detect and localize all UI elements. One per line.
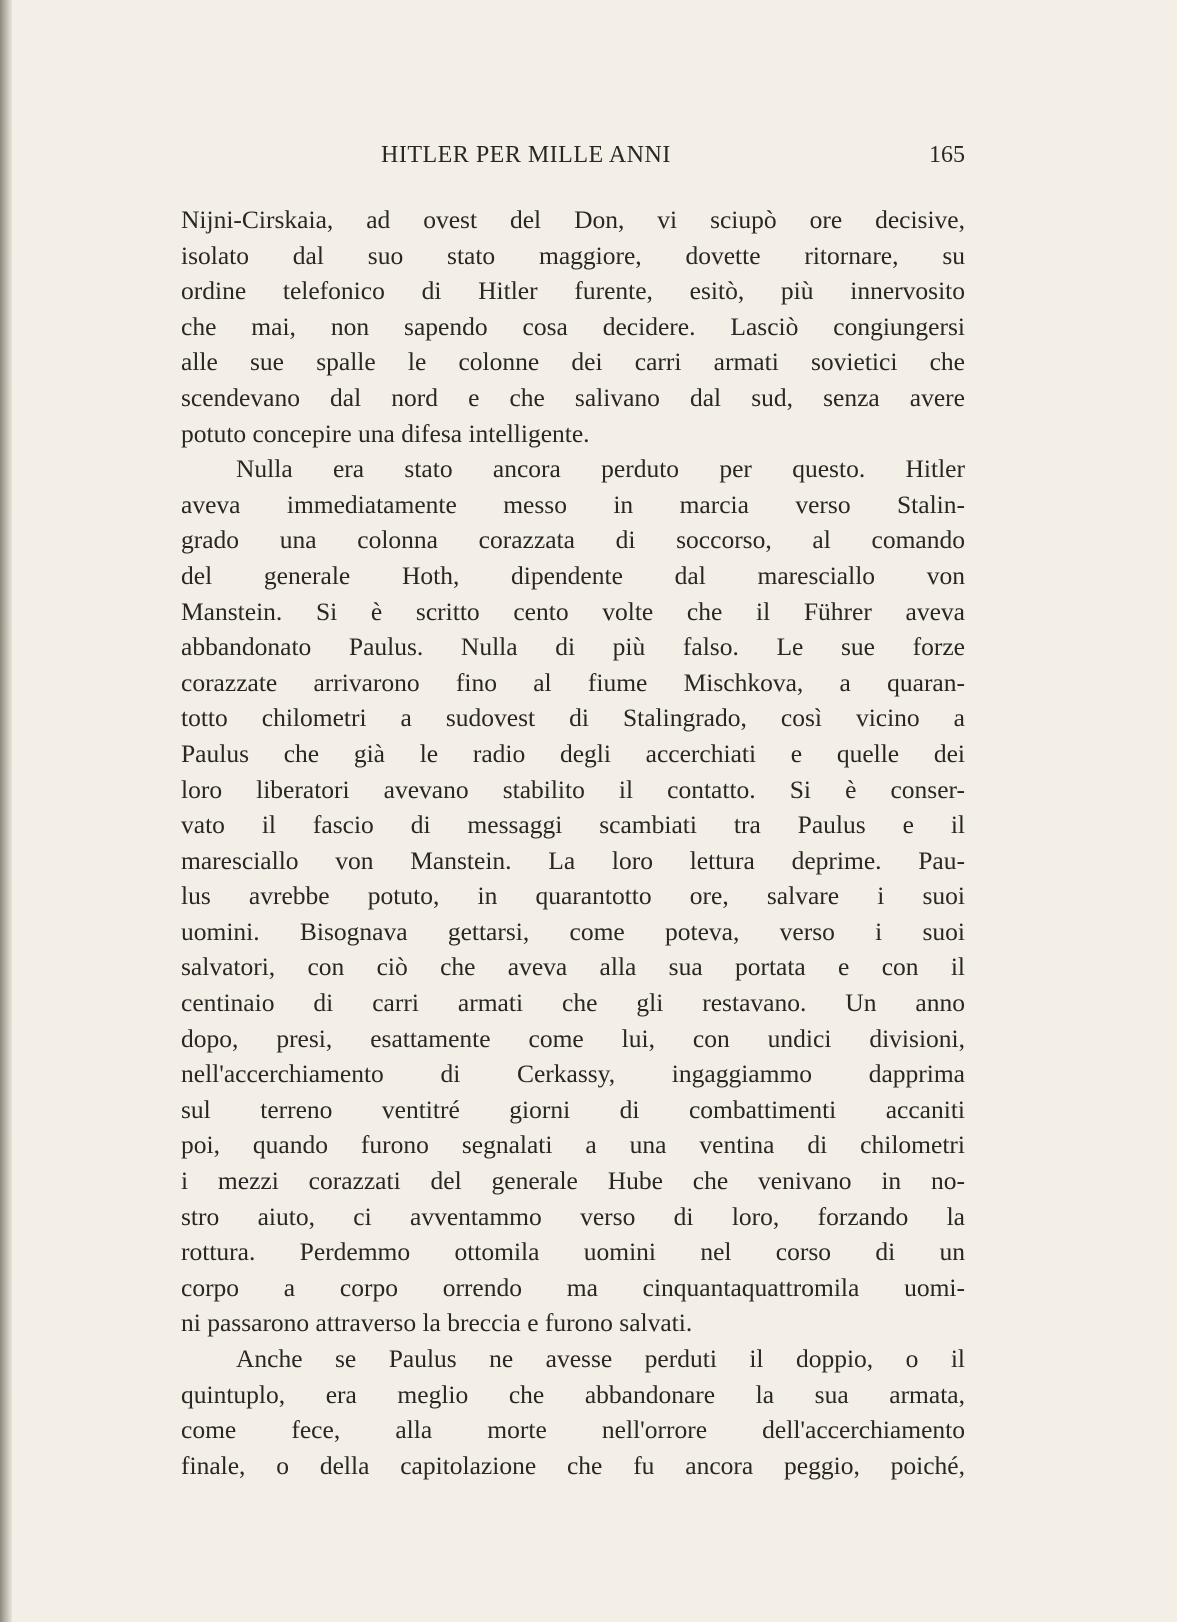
- text-line: maresciallo von Manstein. La loro lettura deprime. Pau-: [181, 845, 965, 875]
- text-line: ni passarono attraverso la breccia e furono salvati.: [181, 1308, 693, 1338]
- text-line: del generale Hoth, dipendente dal maresciallo von: [181, 560, 965, 590]
- text-line: grado una colonna corazzata di soccorso, al comando: [181, 525, 965, 555]
- text-line: aveva immediatamente messo in marcia verso Stalin-: [181, 489, 965, 519]
- text-line: come fece, alla morte nell'orrore dell'accerchiamento: [181, 1415, 965, 1445]
- text-line: finale, o della capitolazione che fu ancora peggio, poiché,: [181, 1450, 965, 1480]
- page-header: [181, 142, 965, 182]
- text-line: che mai, non sapendo cosa decidere. Lasciò congiungersi: [181, 311, 965, 341]
- running-title: HITLER PER MILLE ANNI: [381, 142, 671, 168]
- text-line: salvatori, con ciò che aveva alla sua portata e con il: [181, 952, 965, 982]
- text-line: rottura. Perdemmo ottomila uomini nel corso di un: [181, 1237, 965, 1267]
- text-line: quintuplo, era meglio che abbandonare la sua armata,: [181, 1379, 965, 1409]
- page-binding-edge: [0, 0, 12, 1622]
- text-line: Nijni-Cirskaia, ad ovest del Don, vi sciupò ore decisive,: [181, 205, 965, 234]
- text-line: potuto concepire una difesa intelligente.: [181, 418, 590, 448]
- text-line: Anche se Paulus ne avesse perduti il doppio, o il: [236, 1344, 965, 1373]
- body-text: [181, 202, 965, 1483]
- text-line: poi, quando furono segnalati a una ventina di chilometri: [181, 1130, 965, 1160]
- text-line: dopo, presi, esattamente come lui, con undici divisioni,: [181, 1023, 965, 1053]
- text-line: Manstein. Si è scritto cento volte che il Führer aveva: [181, 596, 965, 626]
- text-line: vato il fascio di messaggi scambiati tra Paulus e il: [181, 810, 965, 840]
- text-line: nell'accerchiamento di Cerkassy, ingaggiammo dapprima: [181, 1059, 965, 1089]
- text-line: Paulus che già le radio degli accerchiati e quelle dei: [181, 738, 965, 768]
- text-line: i mezzi corazzati del generale Hube che venivano in no-: [181, 1166, 965, 1196]
- text-line: Nulla era stato ancora perduto per questo. Hitler: [236, 454, 965, 484]
- text-line: corazzate arrivarono fino al fiume Mischkova, a quaran-: [181, 667, 965, 697]
- text-line: corpo a corpo orrendo ma cinquantaquattromila uomi-: [181, 1272, 965, 1302]
- page-number: 165: [929, 142, 965, 168]
- text-line: isolato dal suo stato maggiore, dovette ritornare, su: [181, 240, 965, 270]
- text-line: sul terreno ventitré giorni di combattimenti accaniti: [181, 1094, 965, 1124]
- text-line: ordine telefonico di Hitler furente, esitò, più innervosito: [181, 276, 965, 306]
- text-line: centinaio di carri armati che gli restavano. Un anno: [181, 988, 965, 1018]
- text-line: stro aiuto, ci avventammo verso di loro, forzando la: [181, 1201, 965, 1231]
- text-line: uomini. Bisognava gettarsi, come poteva, verso i suoi: [181, 916, 965, 946]
- text-line: scendevano dal nord e che salivano dal sud, senza avere: [181, 382, 965, 412]
- text-line: loro liberatori avevano stabilito il contatto. Si è conser-: [181, 774, 965, 804]
- text-line: abbandonato Paulus. Nulla di più falso. Le sue forze: [181, 632, 965, 662]
- text-line: alle sue spalle le colonne dei carri armati sovietici che: [181, 347, 965, 377]
- text-line: totto chilometri a sudovest di Stalingrado, così vicino a: [181, 703, 965, 733]
- text-line: lus avrebbe potuto, in quarantotto ore, salvare i suoi: [181, 881, 965, 911]
